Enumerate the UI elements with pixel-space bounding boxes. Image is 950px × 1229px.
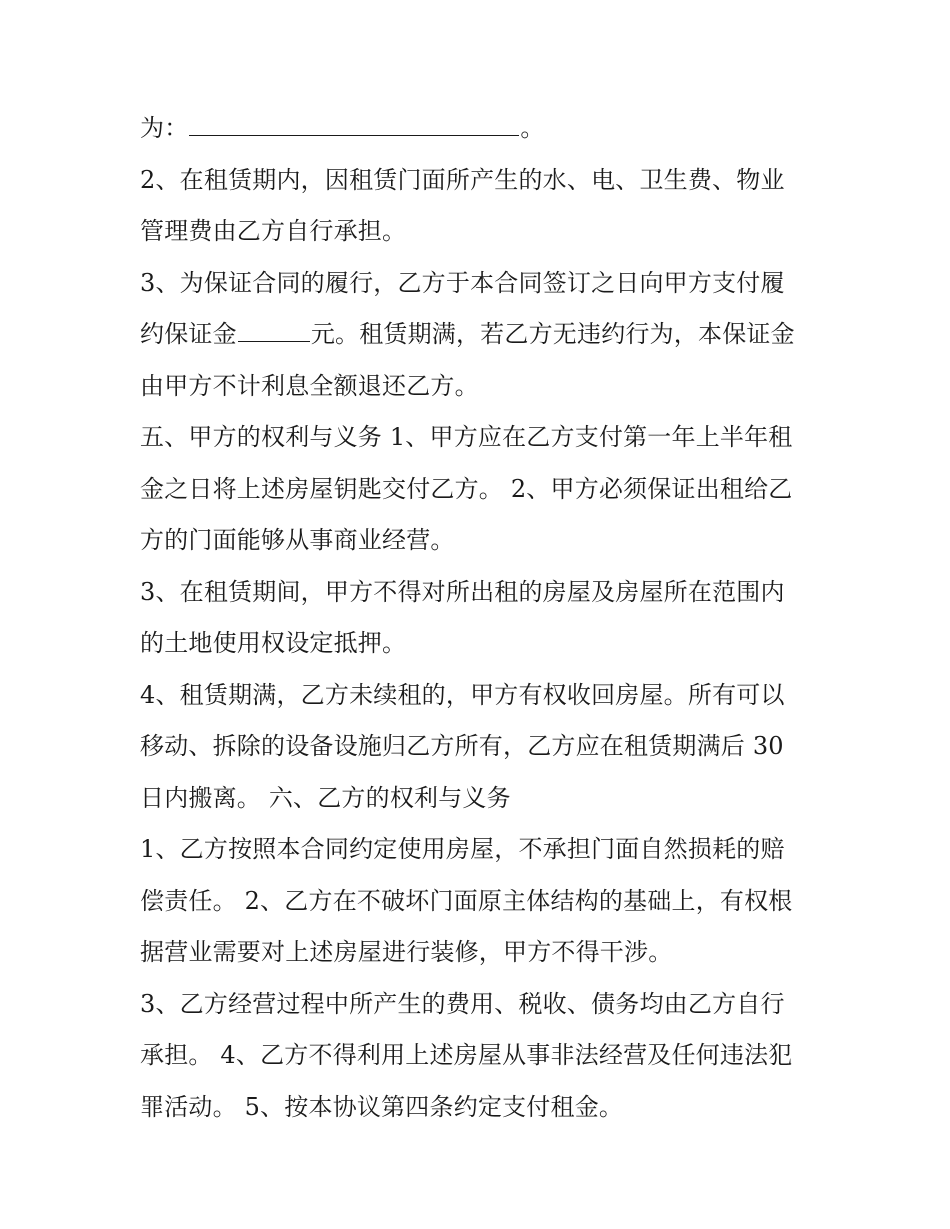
text-line: 4、租赁期满，乙方未续租的，甲方有权收回房屋。所有可以 [140,680,785,709]
text-line: 3、在租赁期间，甲方不得对所出租的房屋及房屋所在范围内 [140,577,785,606]
text-line: 金之日将上述房屋钥匙交付乙方。 2、甲方必须保证出租给乙 [140,474,793,503]
text-line: 方的门面能够从事商业经营。 [140,526,455,554]
text-line: 1、乙方按照本合同约定使用房屋，不承担门面自然损耗的赔 [140,835,785,863]
line-text: 约保证金 [140,320,237,348]
fill-in-blank [238,311,310,342]
text-line: 管理费由乙方自行承担。 [140,217,407,245]
text-line: 的土地使用权设定抵押。 [140,629,407,657]
text-line: 日内搬离。 六、乙方的权利与义务 [140,783,511,812]
text-line: 五、甲方的权利与义务 1、甲方应在乙方支付第一年上半年租 [140,423,793,451]
line-text: 为： [140,114,189,142]
text-line: 承担。 4、乙方不得利用上述房屋从事非法经营及任何违法犯 [140,1041,793,1069]
text-line: 罪活动。 5、按本协议第四条约定支付租金。 [140,1092,624,1121]
text-line: 由甲方不计利息全额退还乙方。 [140,371,479,400]
contract-text [140,103,820,1133]
text-line: 移动、拆除的设备设施归乙方所有，乙方应在租赁期满后 30 [140,732,784,760]
text-line [140,103,820,155]
text-line: 据营业需要对上述房屋进行装修，甲方不得干涉。 [140,938,673,966]
text-line [140,309,820,361]
text-line: 3、为保证合同的履行，乙方于本合同签订之日向甲方支付履 [140,268,785,297]
fill-in-blank [189,105,519,136]
line-text: 元。租赁期满，若乙方无违约行为，本保证金 [310,320,795,348]
text-line: 偿责任。 2、乙方在不破坏门面原主体结构的基础上，有权根 [140,886,793,915]
line-text: 。 [520,114,545,142]
text-line: 3、乙方经营过程中所产生的费用、税收、债务均由乙方自行 [140,989,785,1018]
text-line: 2、在租赁期内，因租赁门面所产生的水、电、卫生费、物业 [140,165,785,194]
